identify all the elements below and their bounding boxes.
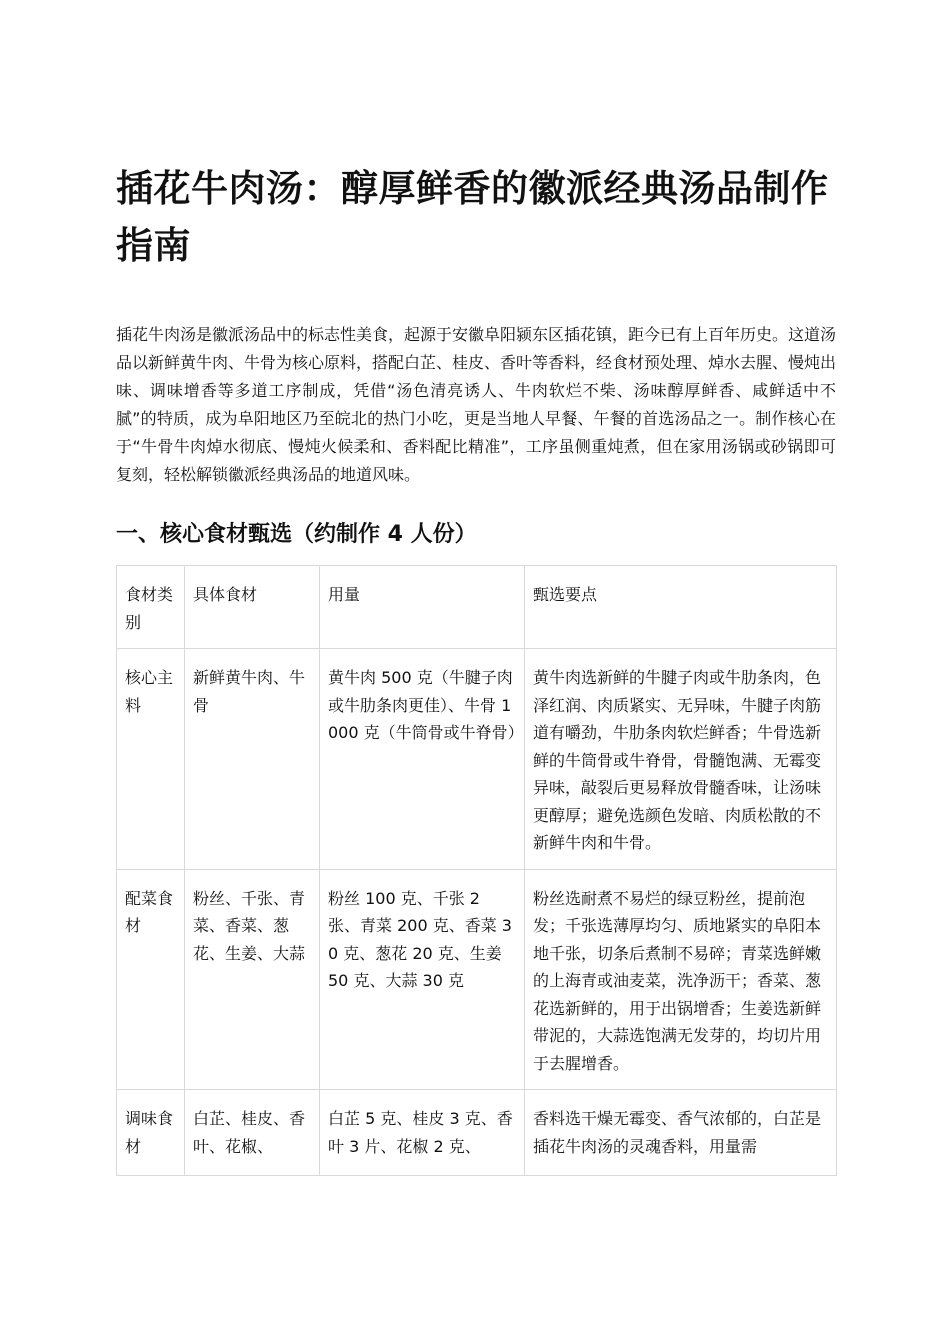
cell-items: 新鲜黄牛肉、牛骨: [185, 649, 320, 870]
table-row: [117, 1090, 837, 1176]
page-title: 插花牛肉汤：醇厚鲜香的徽派经典汤品制作指南: [116, 167, 829, 267]
cell-category: 配菜食材: [117, 869, 185, 1090]
table-row: [117, 649, 837, 870]
cell-tips: 黄牛肉选新鲜的牛腱子肉或牛肋条肉，色泽红润、肉质紧实、无异味，牛腱子肉筋道有嚼劲，牛肋条肉软烂鲜香；牛骨选新鲜的牛筒骨或牛脊骨，骨髓饱满、无霉变异味，敲裂后更易释放骨髓香味，让汤味更醇厚；避免选颜色发暗、肉质松散的不新鲜牛肉和牛骨。: [525, 649, 837, 870]
header-category: 食材类别: [117, 566, 185, 649]
table-row: [117, 869, 837, 1090]
table-header-row: [117, 566, 837, 649]
cell-amount: 粉丝 100 克、千张 2 张、青菜 200 克、香菜 30 克、葱花 20 克、生姜 50 克、大蒜 30 克: [320, 869, 525, 1090]
cell-items: 粉丝、千张、青菜、香菜、葱花、生姜、大蒜: [185, 869, 320, 1090]
ingredients-table: [116, 565, 837, 1176]
header-tips: 甄选要点: [525, 566, 837, 649]
cell-tips: 粉丝选耐煮不易烂的绿豆粉丝，提前泡发；千张选薄厚均匀、质地紧实的阜阳本地千张，切条后煮制不易碎；青菜选鲜嫩的上海青或油麦菜，洗净沥干；香菜、葱花选新鲜的，用于出锅增香；生姜选新鲜带泥的，大蒜选饱满无发芽的，均切片用于去腥增香。: [525, 869, 837, 1090]
header-items: 具体食材: [185, 566, 320, 649]
cell-amount: 白芷 5 克、桂皮 3 克、香叶 3 片、花椒 2 克、: [320, 1090, 525, 1176]
cell-items: 白芷、桂皮、香叶、花椒、: [185, 1090, 320, 1176]
cell-amount: 黄牛肉 500 克（牛腱子肉或牛肋条肉更佳）、牛骨 1000 克（牛筒骨或牛脊骨）: [320, 649, 525, 870]
page-bottom-margin: [0, 1228, 950, 1344]
header-amount: 用量: [320, 566, 525, 649]
cell-category: 调味食材: [117, 1090, 185, 1176]
intro-paragraph: 插花牛肉汤是徽派汤品中的标志性美食，起源于安徽阜阳颍东区插花镇，距今已有上百年历史。这道汤品以新鲜黄牛肉、牛骨为核心原料，搭配白芷、桂皮、香叶等香料，经食材预处理、焯水去腥、慢炖出味、调味增香等多道工序制成，凭借“汤色清亮诱人、牛肉软烂不柴、汤味醇厚鲜香、咸鲜适中不腻”的特质，成为阜阳地区乃至皖北的热门小吃，更是当地人早餐、午餐的首选汤品之一。制作核心在于“牛骨牛肉焯水彻底、慢炖火候柔和、香料配比精准”，工序虽侧重炖煮，但在家用汤锅或砂锅即可复刻，轻松解锁徽派经典汤品的地道风味。: [116, 325, 837, 484]
section-heading: 一、核心食材甄选（约制作 4 人份）: [116, 522, 477, 547]
cell-category: 核心主料: [117, 649, 185, 870]
cell-tips: 香料选干燥无霉变、香气浓郁的，白芷是插花牛肉汤的灵魂香料，用量需: [525, 1090, 837, 1176]
